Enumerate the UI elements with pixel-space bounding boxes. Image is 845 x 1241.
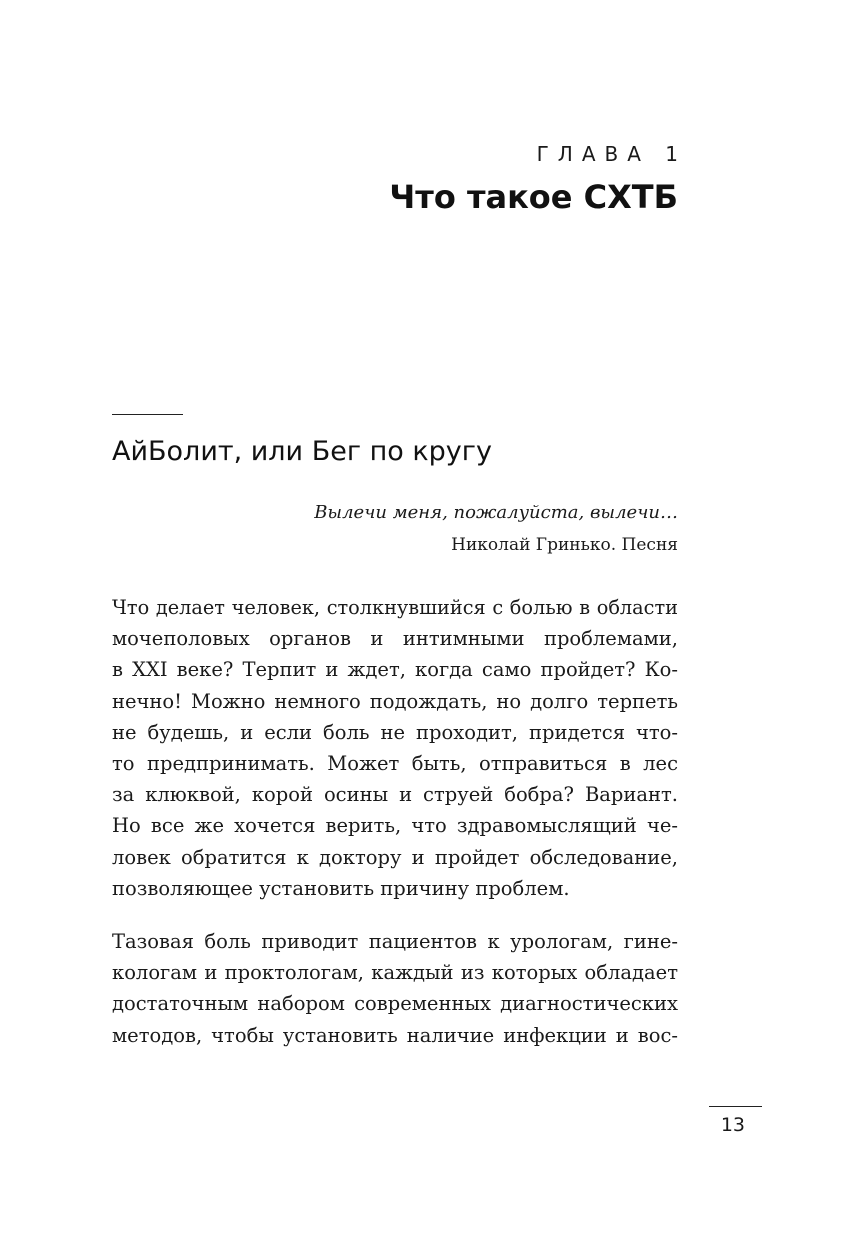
text-line: достаточным набором современных диагностических bbox=[112, 992, 678, 1016]
text-line: Но все же хочется верить, что здравомыслящий че- bbox=[112, 814, 678, 838]
chapter-label: ГЛАВА 1 bbox=[536, 142, 687, 166]
paragraph-2 bbox=[112, 926, 678, 1051]
text-line: не будешь, и если боль не проходит, придется что- bbox=[112, 720, 678, 744]
text-line: то предпринимать. Может быть, отправиться в лес bbox=[112, 752, 678, 776]
text-line: Тазовая боль приводит пациентов к урологам, гине- bbox=[112, 930, 678, 953]
text-line: нечно! Можно немного подождать, но долго терпеть bbox=[112, 689, 678, 713]
text-line: кологам и проктологам, каждый из которых обладает bbox=[112, 961, 678, 985]
text-line: за клюквой, корой осины и струей бобра? Вариант. bbox=[112, 783, 678, 807]
text-line: мочеполовых органов и интимными проблемами, bbox=[112, 627, 678, 651]
chapter-title: Что такое СХТБ bbox=[389, 178, 678, 216]
text-line: позволяющее установить причину проблем. bbox=[112, 876, 570, 900]
page-number: 13 bbox=[720, 1114, 745, 1136]
epigraph-source: Николай Гринько. Песня bbox=[451, 535, 678, 555]
section-divider bbox=[112, 414, 183, 415]
section-title: АйБолит, или Бег по кругу bbox=[112, 436, 492, 467]
text-line: Что делает человек, столкнувшийся с болью в области bbox=[112, 596, 678, 619]
text-line: методов, чтобы установить наличие инфекции и вос- bbox=[112, 1023, 678, 1047]
paragraph-1 bbox=[112, 592, 678, 904]
footer-divider bbox=[709, 1106, 762, 1107]
text-line: в XXI веке? Терпит и ждет, когда само пройдет? Ко- bbox=[112, 658, 678, 682]
text-line: ловек обратится к доктору и пройдет обследование, bbox=[112, 845, 678, 869]
epigraph-quote: Вылечи меня, пожалуйста, вылечи… bbox=[314, 502, 678, 523]
